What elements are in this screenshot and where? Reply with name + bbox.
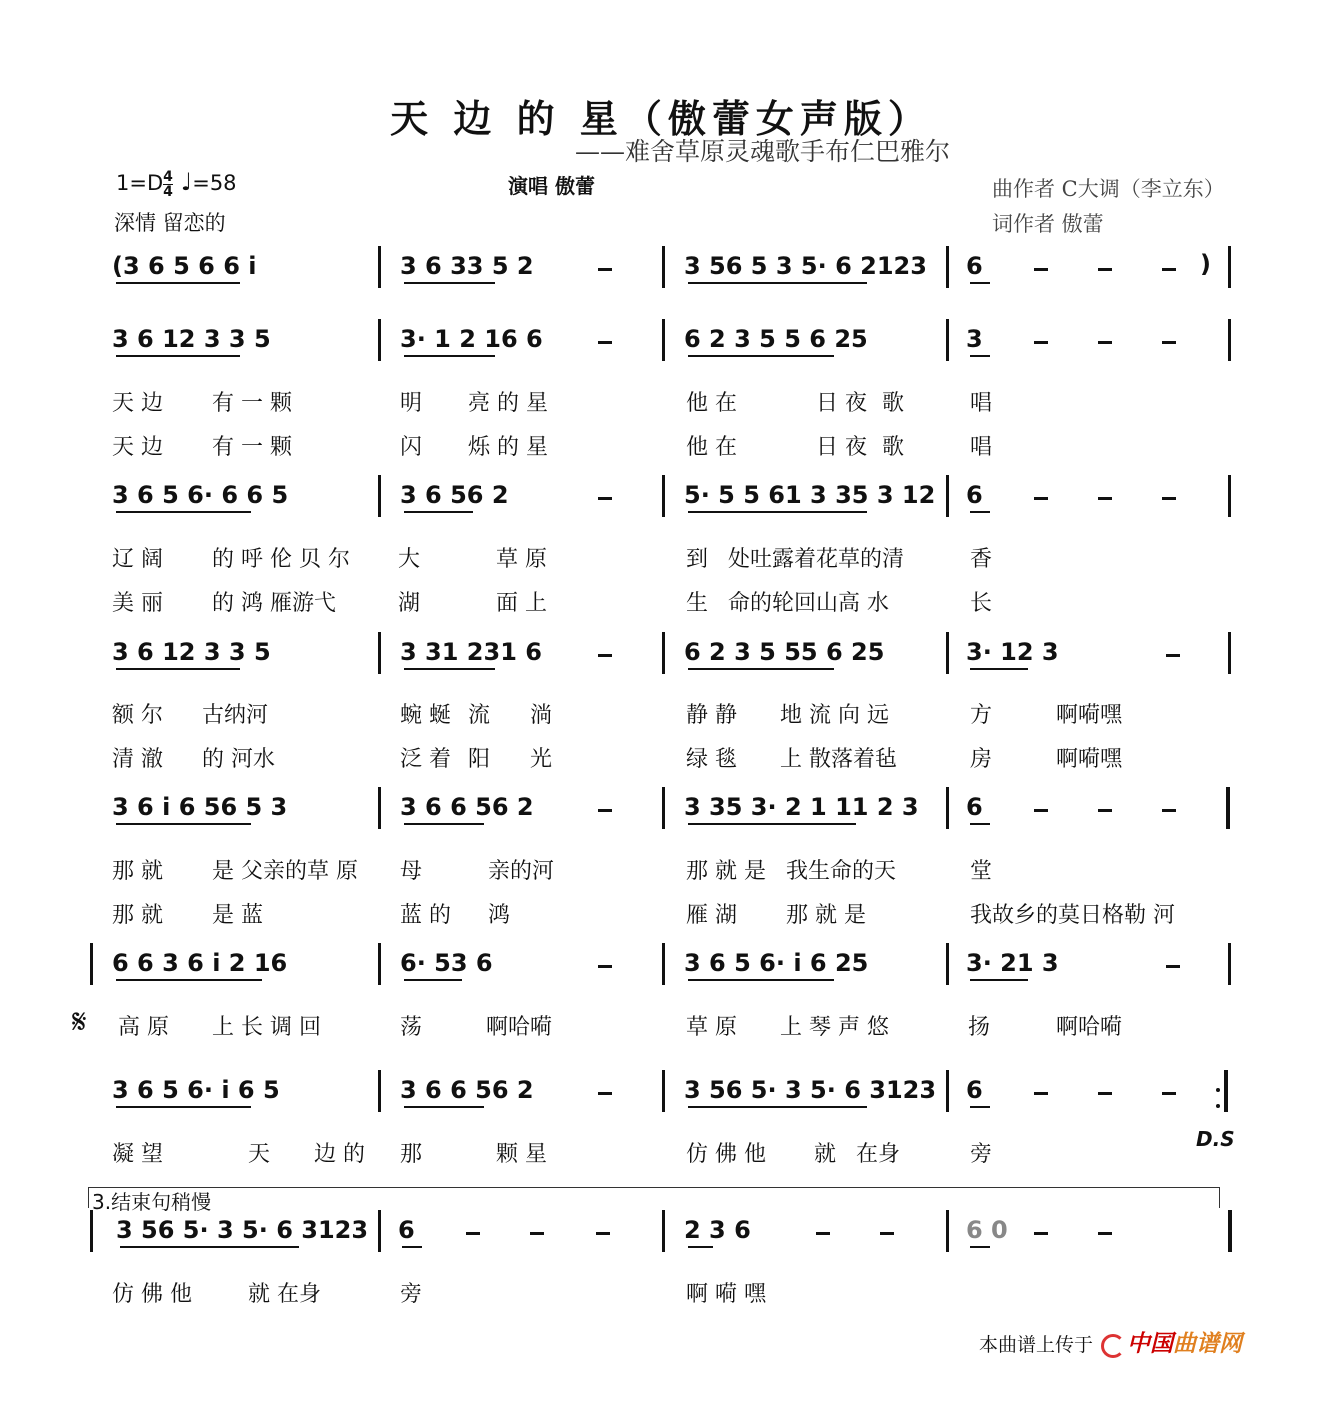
lyric-word: 是 蓝 [212, 903, 263, 928]
sustain-dash [598, 341, 612, 344]
lyric-word: 的 呼 伦 贝 尔 [212, 547, 350, 572]
measure-notes: 2 3 6 [684, 1216, 751, 1244]
lyric-word: 香 [970, 547, 993, 572]
sustain-dash [530, 1232, 544, 1235]
lyric-word: 边 的 [314, 1142, 365, 1167]
lyric-word: 高 原 [118, 1015, 169, 1040]
beam-underline [120, 1246, 299, 1248]
composer-credit: 曲作者 C大调（李立东） [992, 177, 1225, 201]
measure-notes: 3 6 5 6· 6 6 5 [112, 481, 289, 509]
lyric-word: 那 就 是 [686, 859, 766, 884]
measure-notes: 3 31 231 6 [400, 638, 542, 666]
lyric-word: 淌 [530, 703, 553, 728]
bar-line [946, 475, 949, 517]
sustain-dash [880, 1232, 894, 1235]
bar-line [378, 319, 381, 361]
lyric-word: 雁 湖 [686, 903, 737, 928]
sustain-dash [596, 1232, 610, 1235]
measure-notes: 3 6 33 5 2 [400, 252, 534, 280]
lyric-word: 歌 [882, 435, 905, 460]
lyric-word: 鸿 [488, 903, 511, 928]
bar-line [378, 246, 381, 288]
volta-label: 3.结束句稍慢 [92, 1190, 212, 1214]
site-name-b: 曲谱网 [1173, 1331, 1242, 1357]
bar-line [946, 319, 949, 361]
beam-underline [116, 511, 251, 513]
lyric-word: 天 [248, 1142, 271, 1167]
measure-notes: 5· 5 5 61 3 35 3 12 [684, 481, 936, 509]
sustain-dash [1034, 341, 1048, 344]
sustain-dash [466, 1232, 480, 1235]
lyric-word: 湖 [398, 591, 421, 616]
sustain-dash [1034, 268, 1048, 271]
lyric-word: 啊嗬嘿 [1056, 747, 1123, 772]
sustain-dash [1034, 809, 1048, 812]
lyric-word: 凝 望 [112, 1142, 163, 1167]
measure-notes: 3 6 5 6· i 6 5 [112, 1076, 280, 1104]
sustain-dash [598, 809, 612, 812]
lyric-word: 古纳河 [202, 703, 269, 728]
measure-notes: 6 [966, 1076, 983, 1104]
beam-underline [116, 668, 240, 670]
bar-line [946, 787, 949, 829]
bar-line [1228, 943, 1231, 985]
sustain-dash [1162, 497, 1176, 500]
lyric-word: 日 夜 [816, 391, 867, 416]
lyric-word: 蜿 蜒 [400, 703, 451, 728]
bar-line [1228, 1210, 1232, 1252]
lyric-word: 颗 星 [496, 1142, 547, 1167]
beam-underline [116, 823, 251, 825]
lyric-word: 草 原 [496, 547, 547, 572]
bar-line [662, 787, 665, 829]
quarter-note-icon: ♩ [180, 168, 193, 196]
lyric-word: 母 [400, 859, 423, 884]
lyric-word: 天 边 [112, 391, 163, 416]
sustain-dash [598, 497, 612, 500]
tempo-label: =58 [192, 171, 237, 195]
bar-line [378, 632, 381, 674]
measure-notes: 6 2 3 5 55 6 25 [684, 638, 885, 666]
measure-notes: 3 6 12 3 3 5 [112, 325, 271, 353]
measure-notes: 6 0 [966, 1216, 1008, 1244]
lyric-word: 啊 嗬 嘿 [686, 1282, 766, 1307]
bar-line [1226, 787, 1230, 829]
measure-notes: 3 56 5· 3 5· 6 3123 [684, 1076, 937, 1104]
bar-line [946, 943, 949, 985]
measure-notes: 6 [966, 481, 983, 509]
beam-underline [688, 1106, 867, 1108]
beam-underline [688, 511, 867, 513]
site-logo-icon [1101, 1334, 1125, 1358]
lyric-word: 长 [970, 591, 993, 616]
lyric-word: 日 夜 [816, 435, 867, 460]
beam-underline [116, 979, 262, 981]
beam-underline [688, 1246, 713, 1248]
lyric-word: 清 澈 [112, 747, 163, 772]
lyric-word: 生 [686, 591, 709, 616]
beam-underline [970, 823, 990, 825]
lyric-word: 绿 毯 [686, 747, 737, 772]
bar-line [662, 1210, 665, 1252]
measure-notes: (3 6 5 6 6 i [112, 252, 257, 280]
sustain-dash [1098, 341, 1112, 344]
lyric-word: 扬 [968, 1015, 991, 1040]
measure-notes: 6· 53 6 [400, 949, 493, 977]
beam-underline [688, 979, 834, 981]
bar-line [662, 246, 665, 288]
lyric-word: 上 琴 声 悠 [780, 1015, 889, 1040]
beam-underline [970, 511, 990, 513]
beam-underline [970, 282, 990, 284]
lyric-word: 草 原 [686, 1015, 737, 1040]
lyric-word: 上 长 调 回 [212, 1015, 321, 1040]
lyric-word: 旁 [400, 1282, 423, 1307]
sustain-dash [1098, 268, 1112, 271]
lyric-word: 静 静 [686, 703, 737, 728]
time-bottom: 4 [163, 183, 173, 200]
segno-icon: 𝄋 [72, 1002, 87, 1042]
lyric-word: 阳 [468, 747, 491, 772]
lyric-word: 我故乡的莫日格勒 河 [970, 903, 1175, 928]
bar-line [1228, 319, 1231, 361]
footer-watermark [979, 1325, 1242, 1358]
bar-line [378, 475, 381, 517]
key-signature [116, 168, 237, 199]
beam-underline [688, 282, 867, 284]
measure-notes: 3 56 5 3 5· 6 2123 [684, 252, 927, 280]
bar-line [946, 1070, 949, 1112]
lyric-word: 仿 佛 他 [686, 1142, 766, 1167]
lyric-word: 烁 的 星 [468, 435, 548, 460]
lyric-word: 有 一 颗 [212, 435, 292, 460]
beam-underline [116, 282, 240, 284]
measure-notes: 3 35 3· 2 1 11 2 3 [684, 793, 919, 821]
lyric-word: 啊哈嗬 [486, 1015, 553, 1040]
singer-credit: 演唱 傲蕾 [508, 174, 595, 198]
bar-line [378, 1070, 381, 1112]
lyric-word: 地 流 向 远 [780, 703, 889, 728]
lyric-word: 蓝 的 [400, 903, 451, 928]
lyric-word: 到 [686, 547, 709, 572]
lyric-word: 有 一 颗 [212, 391, 292, 416]
lyric-word: 闪 [400, 435, 423, 460]
lyric-word: 那 [400, 1142, 423, 1167]
bar-line [1228, 475, 1231, 517]
time-top: 4 [163, 168, 173, 185]
lyric-word: 的 河水 [202, 747, 275, 772]
lyric-word: 荡 [400, 1015, 423, 1040]
lyric-word: 仿 佛 他 [112, 1282, 192, 1307]
beam-underline [970, 355, 990, 357]
lyric-word: 那 就 [112, 903, 163, 928]
sustain-dash [1166, 654, 1180, 657]
lyric-word: 流 [468, 703, 491, 728]
bar-line [378, 1210, 381, 1252]
page-title: 天 边 的 星（傲蕾女声版） [390, 96, 932, 141]
repeat-dot [1216, 1104, 1220, 1108]
lyric-word: 处吐露着花草的清 [728, 547, 905, 572]
bar-line [662, 943, 665, 985]
beam-underline [404, 823, 484, 825]
expression-mark: 深情 留恋的 [114, 211, 226, 235]
lyric-word: 明 [400, 391, 423, 416]
bar-line [662, 632, 665, 674]
lyric-word: 啊哈嗬 [1056, 1015, 1123, 1040]
sustain-dash [1034, 1092, 1048, 1095]
lyric-word: 大 [398, 547, 421, 572]
bar-line [90, 943, 93, 985]
lyric-word: 天 边 [112, 435, 163, 460]
lyric-word: 美 丽 [112, 591, 163, 616]
sustain-dash [1166, 965, 1180, 968]
beam-underline [970, 979, 1028, 981]
sustain-dash [598, 654, 612, 657]
sustain-dash [816, 1232, 830, 1235]
beam-underline [688, 823, 856, 825]
measure-notes: 6 6 3 6 i 2 16 [112, 949, 288, 977]
lyric-word: 就 [814, 1142, 837, 1167]
sustain-dash [1162, 809, 1176, 812]
measure-notes: 3 56 5· 3 5· 6 3123 [116, 1216, 369, 1244]
sustain-dash [1162, 268, 1176, 271]
sustain-dash [1098, 1232, 1112, 1235]
measure-notes: 3 [966, 325, 983, 353]
bar-line [378, 943, 381, 985]
time-signature [163, 170, 173, 199]
lyric-word: 面 上 [496, 591, 547, 616]
lyric-word: 歌 [882, 391, 905, 416]
beam-underline [404, 979, 462, 981]
lyric-word: 命的轮回山高 水 [728, 591, 889, 616]
sustain-dash [598, 268, 612, 271]
measure-notes: 6 [966, 252, 983, 280]
bar-line [1224, 1070, 1228, 1112]
upload-text: 本曲谱上传于 [978, 1334, 1093, 1356]
site-name-a: 中国 [1127, 1331, 1173, 1357]
sustain-dash [1162, 1092, 1176, 1095]
bar-line [1228, 246, 1231, 288]
lyric-word: 是 父亲的草 原 [212, 859, 358, 884]
lyric-word: 那 就 [112, 859, 163, 884]
lyric-word: 就 在身 [248, 1282, 321, 1307]
lyric-word: 他 在 [686, 391, 737, 416]
measure-notes: 6 [398, 1216, 415, 1244]
measure-notes: 3· 1 2 16 6 [400, 325, 543, 353]
lyric-word: 旁 [970, 1142, 993, 1167]
bar-line [946, 246, 949, 288]
lyric-word: 上 散落着毡 [780, 747, 897, 772]
beam-underline [404, 511, 473, 513]
bar-line [1228, 632, 1231, 674]
measure-notes: 3 6 6 56 2 [400, 793, 534, 821]
lyric-word: 泛 着 [400, 747, 451, 772]
beam-underline [116, 355, 240, 357]
lyric-word: 我生命的天 [786, 859, 897, 884]
lyric-word: 唱 [970, 435, 993, 460]
beam-underline [404, 668, 495, 670]
beam-underline [688, 668, 834, 670]
bar-line [662, 319, 665, 361]
measure-notes: 3· 12 3 [966, 638, 1059, 666]
beam-underline [402, 1246, 422, 1248]
measure-notes: 3 6 5 6· i 6 25 [684, 949, 869, 977]
bar-line [662, 1070, 665, 1112]
lyric-word: 啊嗬嘿 [1056, 703, 1123, 728]
sustain-dash [1034, 1232, 1048, 1235]
sustain-dash [1098, 1092, 1112, 1095]
lyric-word: 在身 [856, 1142, 901, 1167]
lyric-word: 那 就 是 [786, 903, 866, 928]
bar-line [90, 1210, 93, 1252]
measure-notes: 6 [966, 793, 983, 821]
lyric-word: 光 [530, 747, 553, 772]
measure-notes: 6 2 3 5 5 6 25 [684, 325, 868, 353]
lyric-word: 亮 的 星 [468, 391, 548, 416]
lyric-word: 他 在 [686, 435, 737, 460]
beam-underline [404, 282, 495, 284]
sustain-dash [1162, 341, 1176, 344]
bar-line [378, 787, 381, 829]
repeat-dot [1216, 1088, 1220, 1092]
measure-notes: 3 6 6 56 2 [400, 1076, 534, 1104]
lyric-word: 辽 阔 [112, 547, 163, 572]
ds-mark: D.S [1196, 1127, 1235, 1151]
beam-underline [404, 1106, 484, 1108]
page-subtitle: ——难舍草原灵魂歌手布仁巴雅尔 [575, 137, 951, 166]
sustain-dash [1098, 497, 1112, 500]
lyric-word: 房 [970, 747, 993, 772]
volta-bracket [88, 1187, 1220, 1208]
sustain-dash [1098, 809, 1112, 812]
beam-underline [970, 1106, 990, 1108]
bar-line [946, 632, 949, 674]
beam-underline [970, 1246, 990, 1248]
bar-line [662, 475, 665, 517]
bar-line [946, 1210, 949, 1252]
lyric-word: 唱 [970, 391, 993, 416]
lyric-word: 额 尔 [112, 703, 163, 728]
measure-notes: 3 6 12 3 3 5 [112, 638, 271, 666]
beam-underline [688, 355, 834, 357]
lyric-word: 方 [970, 703, 993, 728]
sustain-dash [598, 1092, 612, 1095]
measure-notes: 3· 21 3 [966, 949, 1059, 977]
lyric-word: 亲的河 [488, 859, 555, 884]
measure-notes: 3 6 i 6 56 5 3 [112, 793, 288, 821]
lyric-word: 堂 [970, 859, 993, 884]
beam-underline [404, 355, 495, 357]
sustain-dash [1034, 497, 1048, 500]
key-label: 1=D [116, 171, 164, 195]
lyricist-credit: 词作者 傲蕾 [992, 212, 1104, 236]
measure-notes: 3 6 56 2 [400, 481, 509, 509]
sustain-dash [598, 965, 612, 968]
lyric-word: 的 鸿 雁游弋 [212, 591, 336, 616]
beam-underline [970, 668, 1028, 670]
closing-paren: ) [1200, 250, 1211, 278]
beam-underline [116, 1106, 251, 1108]
